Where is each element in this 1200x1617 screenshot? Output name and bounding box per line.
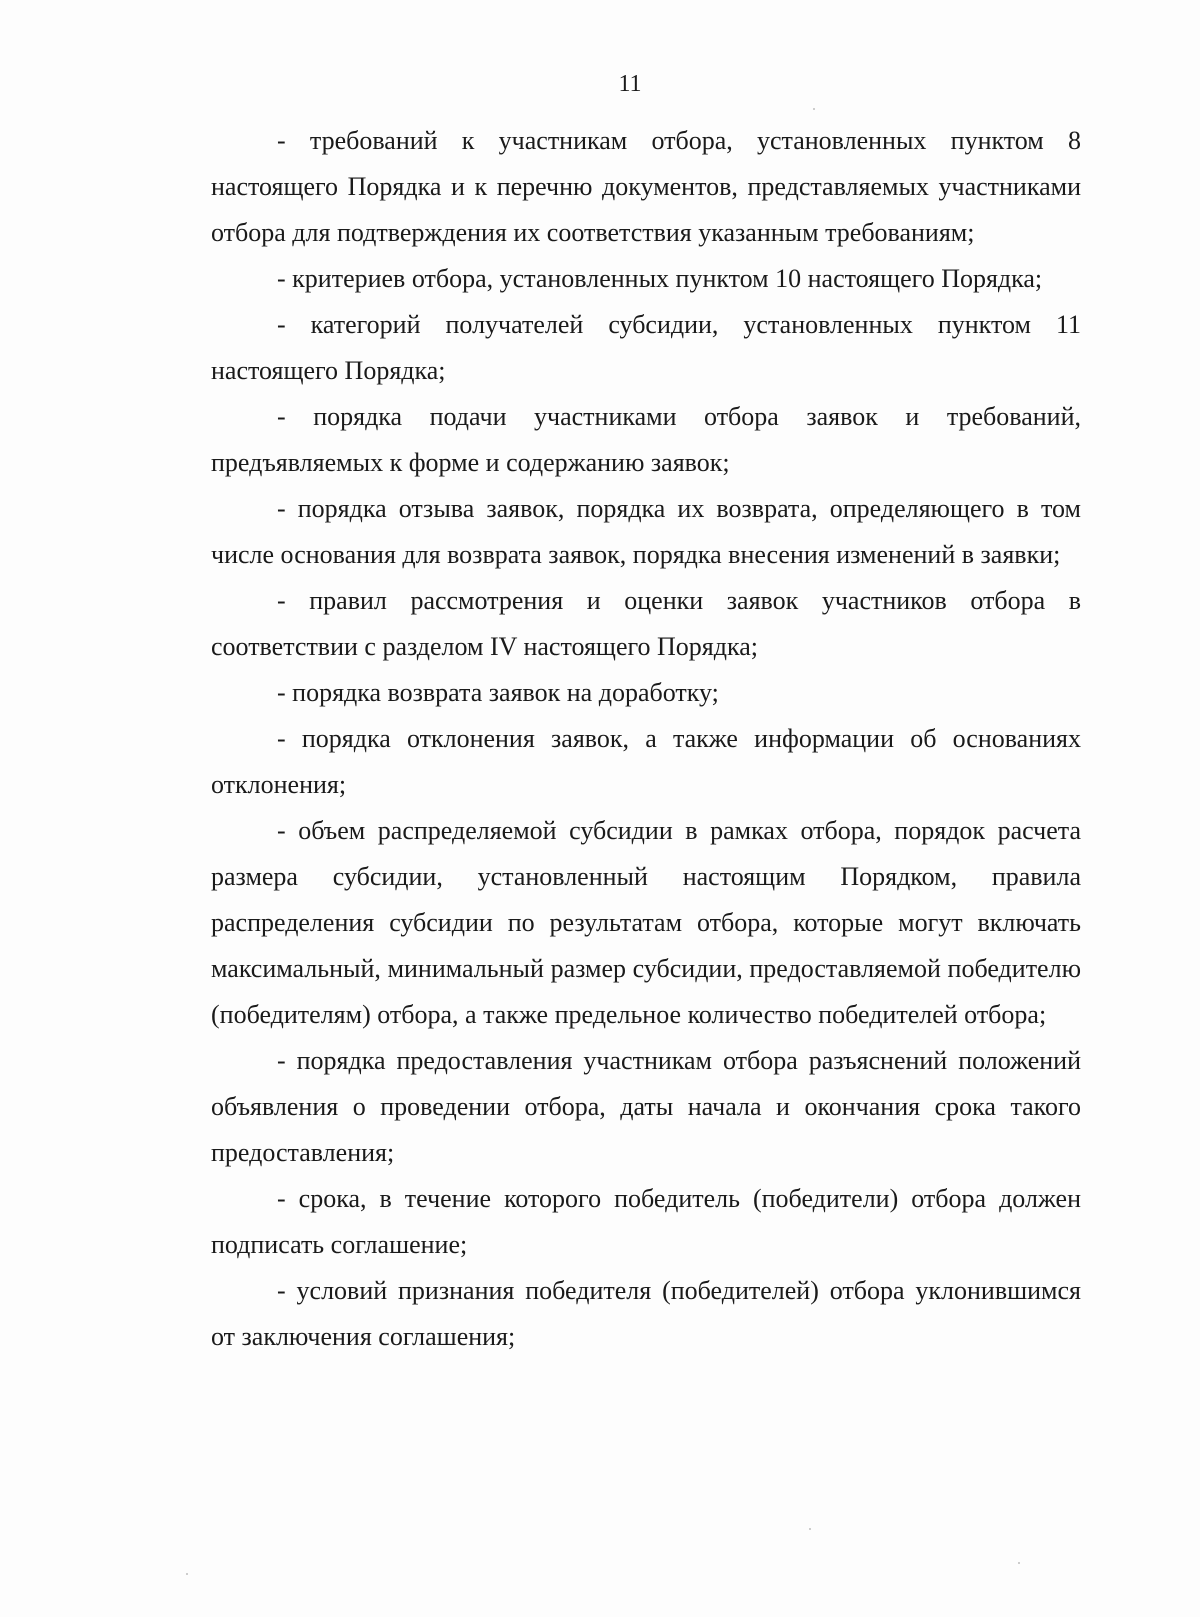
list-item: - объем распределяемой субсидии в рамках отбора, порядок расчета размера субсидии, установленный настоящим Порядком, правила распределения субсидии по результатам отбора, которые могут включать максимальный, минимальный размер субсидии, предоставляемой победителю (победителям) отбора, а также предельное количество победителей отбора; xyxy=(211,816,1081,1029)
page-number: 11 xyxy=(618,71,642,97)
scan-speck xyxy=(186,1573,188,1575)
scan-speck xyxy=(813,108,815,110)
list-item: - порядка предоставления участникам отбора разъяснений положений объявления о проведении отбора, даты начала и окончания срока такого предоставления; xyxy=(211,1046,1081,1167)
list-item: - порядка подачи участниками отбора заявок и требований, предъявляемых к форме и содержанию заявок; xyxy=(211,402,1081,477)
list-item: - правил рассмотрения и оценки заявок участников отбора в соответствии с разделом IV настоящего Порядка; xyxy=(211,586,1081,661)
list-item: - порядка отклонения заявок, а также информации об основаниях отклонения; xyxy=(211,724,1081,799)
document-body xyxy=(211,118,1081,1360)
list-item: - порядка возврата заявок на доработку; xyxy=(277,678,719,707)
scan-speck xyxy=(809,1528,811,1530)
list-item: - срока, в течение которого победитель (победители) отбора должен подписать соглашение; xyxy=(211,1184,1081,1259)
list-item: - условий признания победителя (победителей) отбора уклонившимся от заключения соглашения; xyxy=(211,1276,1081,1351)
list-item: - критериев отбора, установленных пунктом 10 настоящего Порядка; xyxy=(277,264,1043,293)
list-item: - категорий получателей субсидии, установленных пунктом 11 настоящего Порядка; xyxy=(211,310,1081,385)
list-item: - требований к участникам отбора, установленных пунктом 8 настоящего Порядка и к перечню документов, представляемых участниками отбора для подтверждения их соответствия указанным требованиям; xyxy=(211,126,1081,247)
scan-speck xyxy=(1018,1562,1020,1564)
list-item: - порядка отзыва заявок, порядка их возврата, определяющего в том числе основания для возврата заявок, порядка внесения изменений в заявки; xyxy=(211,494,1081,569)
